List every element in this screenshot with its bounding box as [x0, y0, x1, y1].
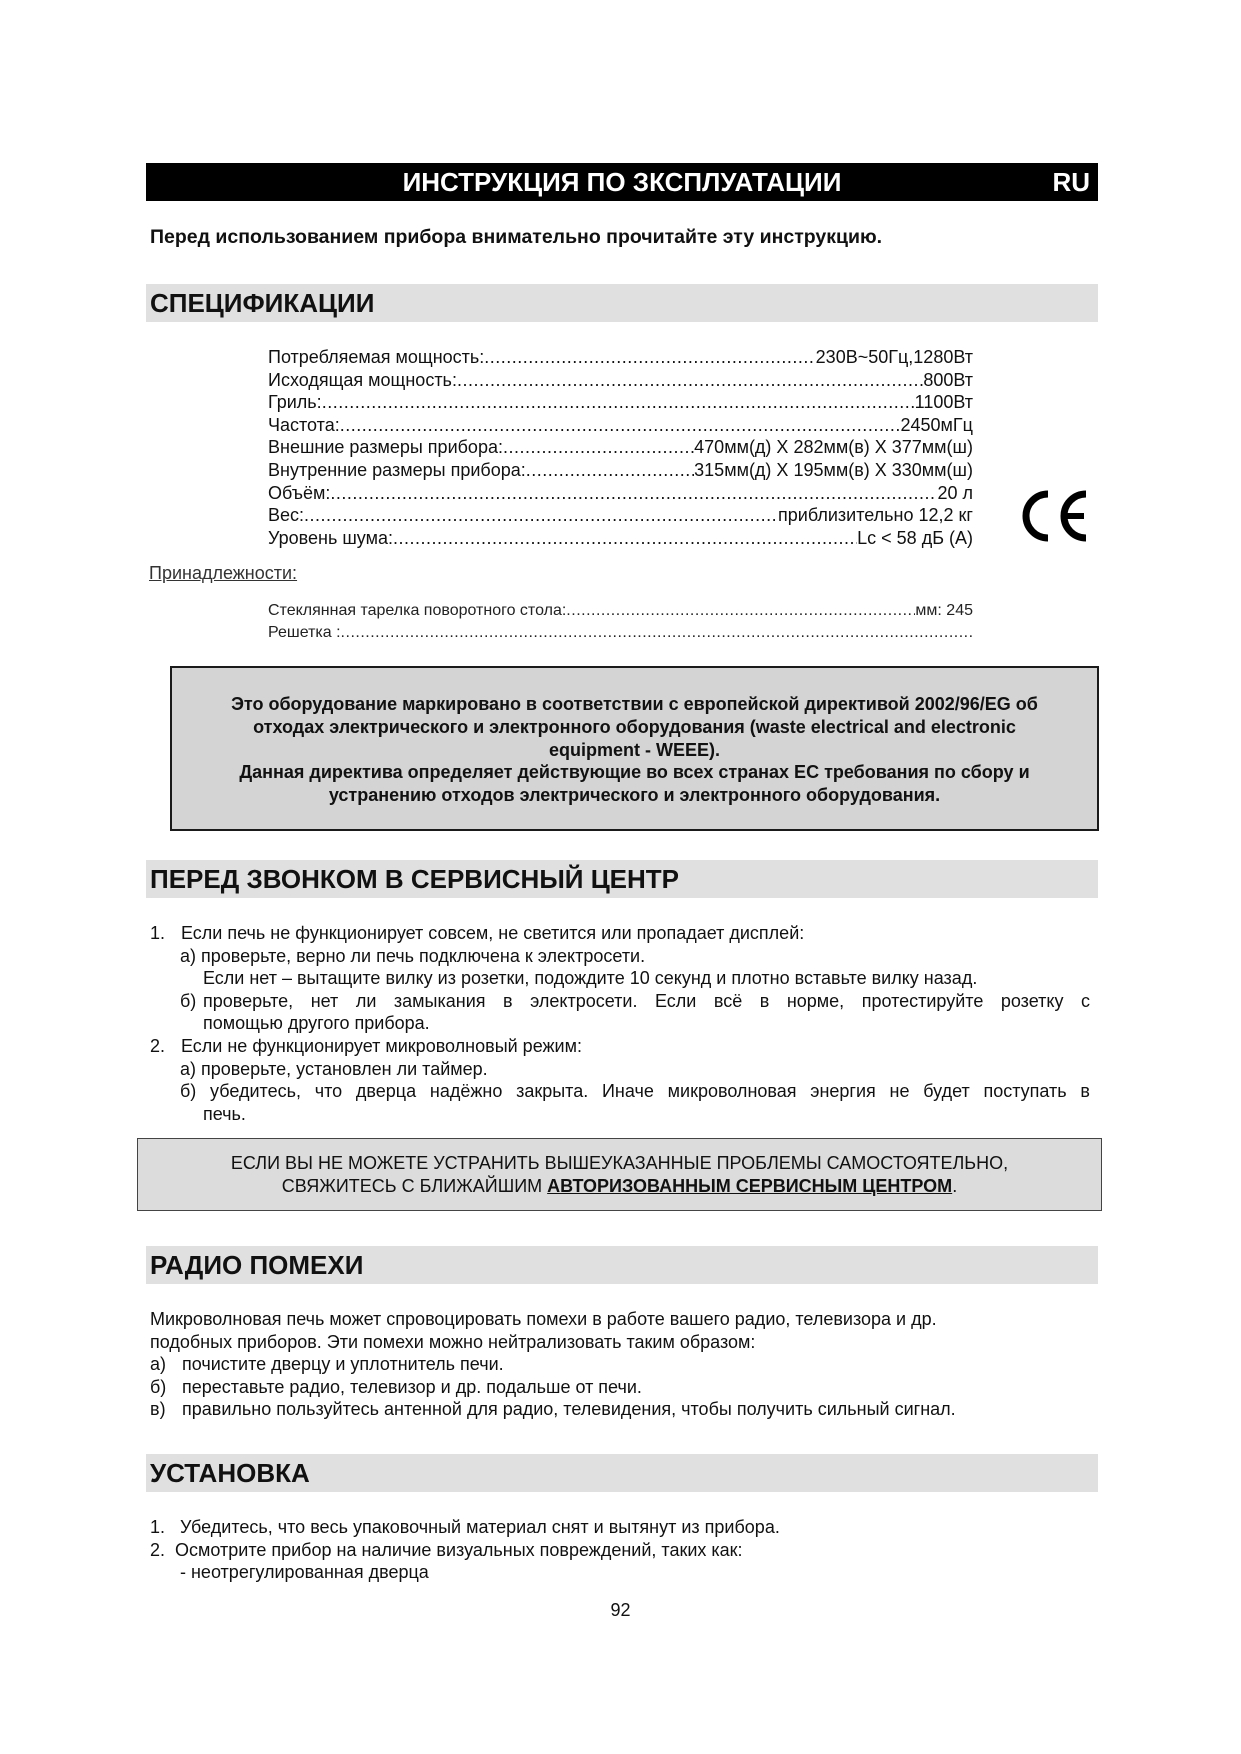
language-code: RU [1052, 167, 1090, 197]
section-install-heading: УСТАНОВКА [146, 1454, 1098, 1492]
list-item: б) переставьте радио, телевизор и др. подальше от печи. [150, 1376, 642, 1397]
spec-row: Исходящая мощность: ..... 800Вт [268, 369, 973, 392]
list-item: 2. Если не функционирует микроволновый режим: [150, 1035, 582, 1056]
spec-row: Объём: ..... 20 л [268, 482, 973, 505]
spec-row: Потребляемая мощность: ..... 230В~50Гц,1280Вт [268, 346, 973, 369]
spec-row: Внешние размеры прибора: ..... 470мм(д) X 282мм(в) X 377мм(ш) [268, 436, 973, 459]
authorized-service-link: АВТОРИЗОВАННЫМ СЕРВИСНЫМ ЦЕНТРОМ [547, 1175, 953, 1196]
weee-line: отходах электрического и электронного оборудования (waste electrical and electronic [253, 716, 1016, 737]
weee-line: устранению отходов электрического и электронного оборудования. [328, 785, 941, 806]
page-number: 92 [610, 1600, 631, 1620]
list-item: а) почистите дверцу и уплотнитель печи. [150, 1354, 504, 1375]
spec-row: Частота: ..... 2450мГц [268, 414, 973, 437]
list-item: 1. Если печь не функционирует совсем, не светится или пропадает дисплей: [150, 923, 805, 943]
spec-row: Вес: ..... приблизительно 12,2 кг [268, 504, 973, 527]
spec-row: Внутренние размеры прибора: ..... 315мм(д) X 195мм(в) X 330мм(ш) [268, 459, 973, 482]
ce-mark-icon [1016, 486, 1092, 546]
document-title-bar [146, 163, 1098, 201]
spec-row: Уровень шума: ..... Lc < 58 дБ (A) [268, 527, 973, 550]
section-radio-heading: РАДИО ПОМЕХИ [146, 1246, 1098, 1284]
intro-text: Перед использованием прибора внимательно прочитайте эту инструкцию. [150, 226, 883, 248]
section-specs-heading: СПЕЦИФИКАЦИИ [146, 284, 1098, 322]
authorized-service-box: ЕСЛИ ВЫ НЕ МОЖЕТЕ УСТРАНИТЬ ВЫШЕУКАЗАННЫЕ ПРОБЛЕМЫ САМОСТОЯТЕЛЬНО, СВЯЖИТЕСЬ С БЛИЖАЙШИМ АВТОРИЗОВАННЫМ СЕРВИСНЫМ ЦЕНТРОМ. [137, 1138, 1102, 1211]
accessories-label: Принадлежности: [149, 563, 298, 583]
accessory-row: Решетка : ..... [268, 622, 973, 644]
weee-line: equipment - WEEE). [549, 739, 720, 760]
weee-line: Данная директива определяет действующие во всех странах ЕС требования по сбору и [239, 762, 1030, 783]
spec-row: Гриль: ..... 1100Вт [268, 391, 973, 414]
accessory-row: Стеклянная тарелка поворотного стола: ..... мм: 245 [268, 600, 973, 622]
service-list: 1. Если печь не функционирует совсем, не светится или пропадает дисплей: а) проверьте, верно ли печь подключена к электросети. Если нет – вытащите вилку из розетки, подождите 10 секунд и плотно вставьте вилку назад. б) проверьте, нет ли замыкания в электросети. Если всё в норме, протестируйте розетку с помощью другого прибора. 2. Если не функционирует микроволновый режим: а) проверьте, установлен ли таймер. б) убедитесь, что дверца надёжно закрыта. Иначе микроволновая энергия не будет поступать в печь. [150, 923, 1090, 1124]
specs-list [268, 346, 973, 549]
weee-notice-box [170, 666, 1099, 831]
install-list: 1. Убедитесь, что весь упаковочный материал снят и вытянут из прибора. 2. Осмотрите прибор на наличие визуальных повреждений, таких как: - неотрегулированная дверца [150, 1517, 780, 1583]
radio-text: Микроволновая печь может спровоцировать помехи в работе вашего радио, телевизора и др. подобных приборов. Эти помехи можно нейтрализовать таким образом: а) почистите дверцу и уплотнитель печи. б) переставьте радио, телевизор и др. подальше от печи. в) правильно пользуйтесь антенной для радио, телевидения, чтобы получить сильный сигнал. [150, 1308, 1080, 1421]
document-title: ИНСТРУКЦИЯ ПО ЗКСПЛУАТАЦИИ [402, 167, 842, 197]
list-item: в) правильно пользуйтесь антенной для радио, телевидения, чтобы получить сильный сигнал. [150, 1399, 956, 1420]
section-service-heading: ПЕРЕД ЗВОНКОМ В СЕРВИСНЫЙ ЦЕНТР [146, 860, 1098, 898]
accessories-list [268, 600, 973, 644]
weee-line: Это оборудование маркировано в соответствии с европейской директивой 2002/96/EG об [231, 694, 1038, 714]
